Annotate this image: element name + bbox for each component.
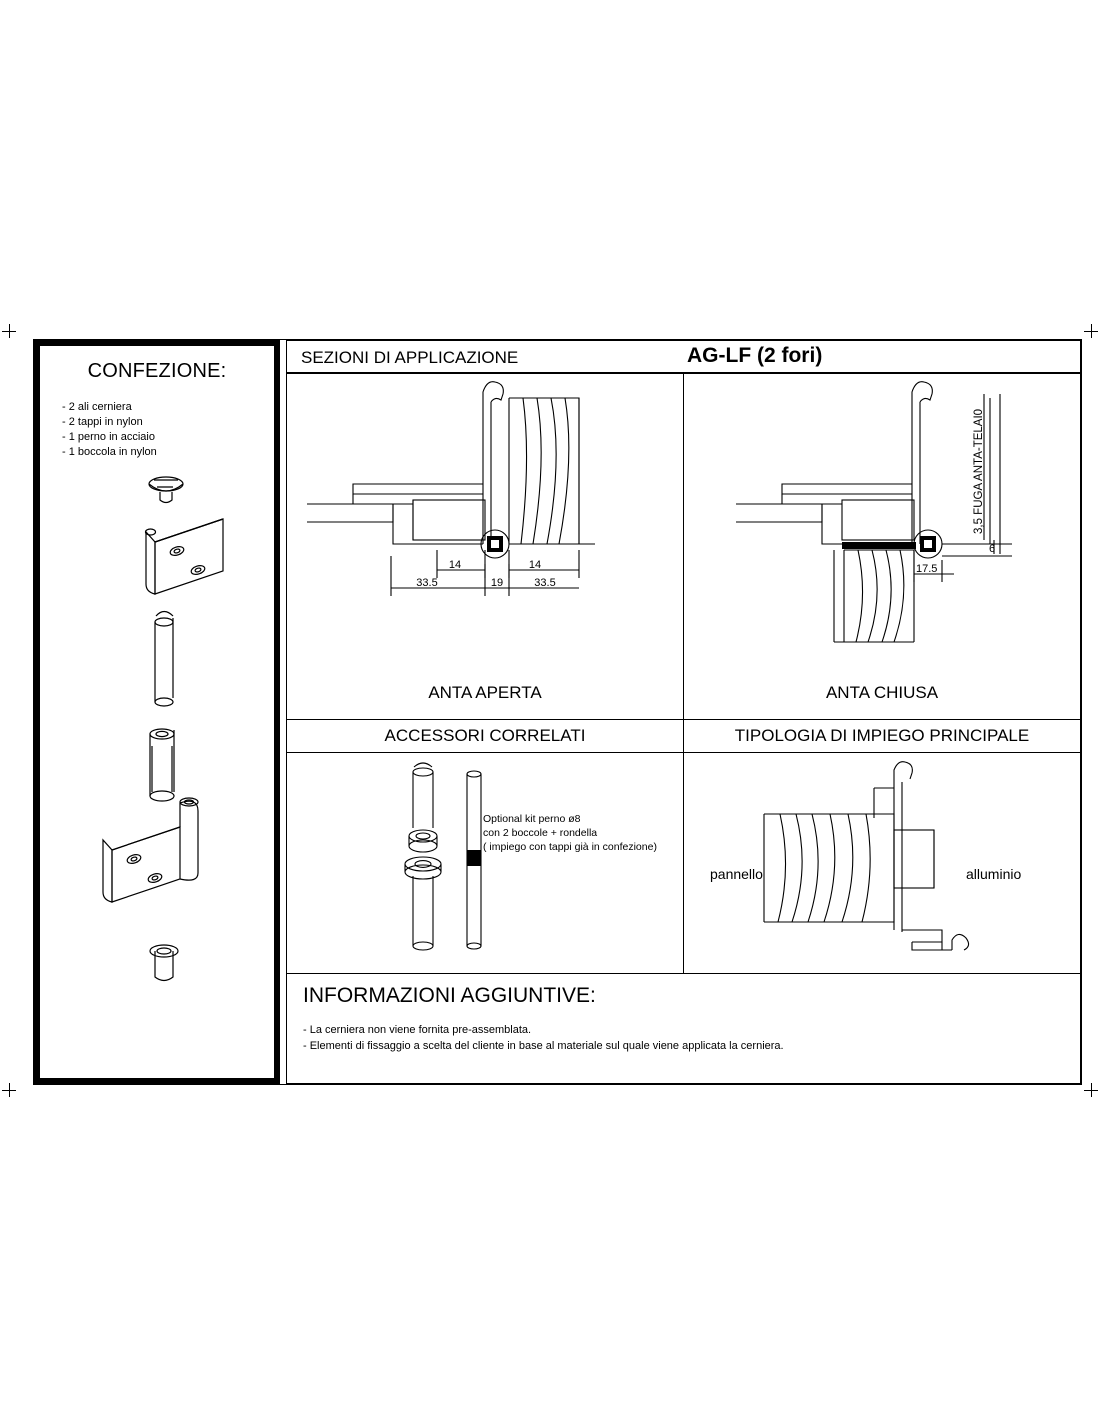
accessories-note [483,812,657,854]
crop-mark [1091,1083,1092,1097]
section-closed-panel [683,373,1081,720]
additional-info-list [303,1022,784,1054]
application-drawing [684,754,1080,974]
drawing-frame [33,339,1082,1085]
dimension-33-5-right: 33.5 [534,577,556,589]
section-closed-drawing [684,374,1080,674]
additional-info-panel [286,973,1081,1084]
additional-info-line: - La cerniera non viene fornita pre-assemblata. [303,1024,532,1036]
package-item: - 2 tappi in nylon [62,416,143,428]
section-closed-caption: ANTA CHIUSA [825,683,939,702]
product-code-label: AG-LF (2 fori) [687,344,823,367]
section-open-caption: ANTA APERTA [428,683,542,702]
dimension-14-left: 14 [448,559,462,571]
application-panel [683,719,1081,974]
label-pannello: pannello [710,866,763,882]
accessories-panel [286,719,684,974]
package-item: - 1 boccola in nylon [62,446,157,458]
dimension-6: 6 [989,543,996,555]
crop-mark [9,324,10,338]
accessories-note-line: Optional kit perno ø8 [483,813,581,825]
sections-header-label: SEZIONI DI APPLICAZIONE [301,348,519,367]
application-title: TIPOLOGIA DI IMPIEGO PRINCIPALE [734,726,1030,745]
sections-header [286,340,1081,373]
package-title: CONFEZIONE: [87,360,227,382]
label-alluminio: alluminio [966,866,1022,882]
additional-info-line: - Elementi di fissaggio a scelta del cliente in base al materiale sul quale viene applicata la cerniera. [303,1040,784,1052]
accessories-note-line: con 2 boccole + rondella [483,827,598,839]
section-open-drawing [287,374,683,674]
accessories-drawing [383,758,583,973]
hinge-exploded-illustration [40,446,286,1076]
dimension-17-5: 17.5 [916,563,938,575]
application-header [684,720,1080,753]
package-panel [34,340,280,1084]
dimension-14-right: 14 [528,559,542,571]
crop-mark [1091,324,1092,338]
accessories-note-line: ( impiego con tappi già in confezione) [483,841,657,853]
section-open-panel [286,373,684,720]
dimension-33-5-left: 33.5 [416,577,438,589]
dimension-19: 19 [490,577,504,589]
package-item: - 1 perno in acciaio [62,431,155,443]
additional-info-title: INFORMAZIONI AGGIUNTIVE: [303,984,596,1007]
crop-mark [9,1083,10,1097]
package-item: - 2 ali cerniera [62,401,132,413]
gap-label: 3,5 FUGA ANTA-TELAI0 [973,408,985,534]
accessories-header [287,720,683,753]
accessories-title: ACCESSORI CORRELATI [384,726,586,745]
